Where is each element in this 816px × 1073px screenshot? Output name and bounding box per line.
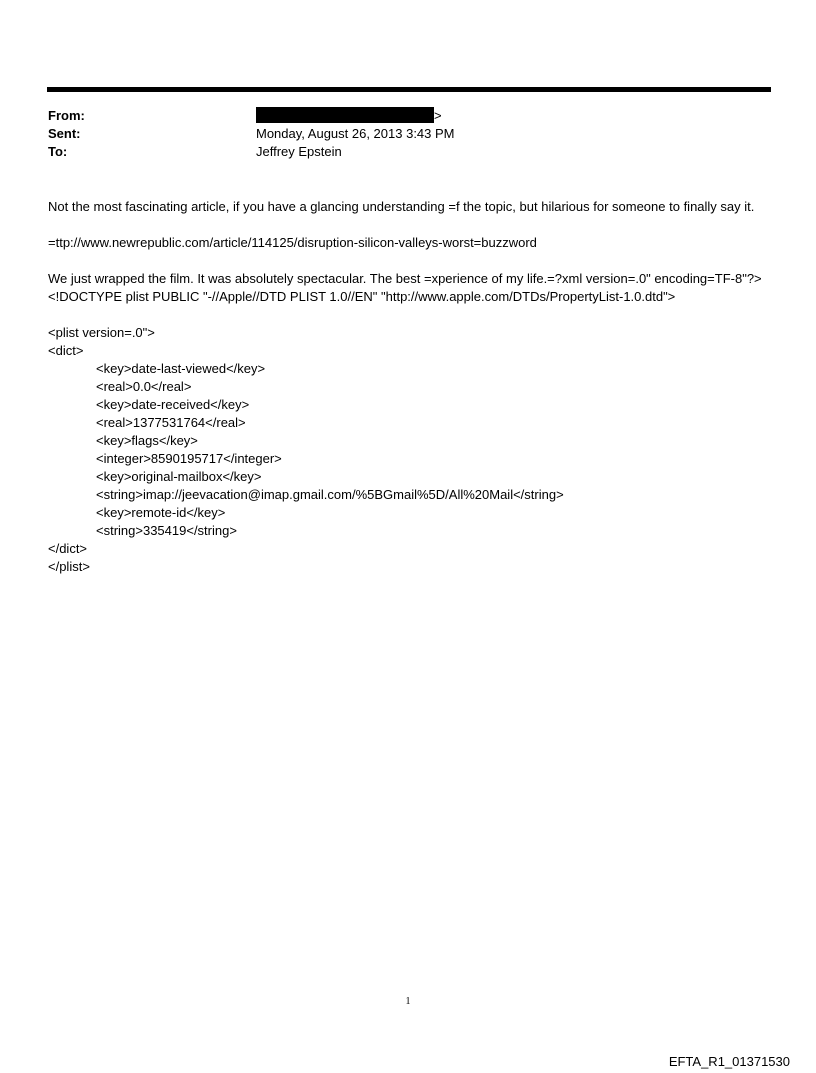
page-number: 1 (405, 996, 411, 1007)
xml-line: </dict> (48, 541, 88, 556)
from-value (256, 107, 442, 125)
sent-value: Monday, August 26, 2013 3:43 PM (256, 126, 455, 141)
bates-number: EFTA_R1_01371530 (668, 1054, 790, 1069)
body-paragraph-film: We just wrapped the film. It was absolutely spectacular. The best =xperience of my life.=?xml version=.0" encoding=TF-8"?> <!DOCTYPE plist PUBLIC "-//Apple//DTD PLIST 1.0//EN" "http://www.apple.com/DTDs/PropertyList-1.0.dtd"> (48, 271, 762, 304)
xml-line: <key>remote-id</key> (96, 505, 226, 520)
xml-line: <key>original-mailbox</key> (96, 469, 262, 484)
to-label: To: (48, 144, 68, 159)
xml-line: <plist version=.0"> (48, 325, 155, 340)
article-link: =ttp://www.newrepublic.com/article/114125/disruption-silicon-valleys-worst=buzzword (48, 235, 537, 250)
header-divider (47, 87, 771, 92)
from-label: From: (48, 108, 85, 123)
email-body (48, 198, 773, 576)
to-value: Jeffrey Epstein (256, 144, 342, 159)
xml-line: <string>imap://jeevacation@imap.gmail.com/%5BGmail%5D/All%20Mail</string> (96, 487, 564, 502)
xml-line: <key>date-last-viewed</key> (96, 361, 266, 376)
sent-label: Sent: (48, 126, 81, 141)
xml-line: <real>0.0</real> (96, 379, 192, 394)
xml-line: <key>date-received</key> (96, 397, 250, 412)
xml-line: </plist> (48, 559, 90, 574)
xml-line: <string>335419</string> (96, 523, 237, 538)
xml-line: <real>1377531764</real> (96, 415, 246, 430)
xml-line: <key>flags</key> (96, 433, 198, 448)
from-suffix: > (434, 108, 442, 123)
body-paragraph-intro: Not the most fascinating article, if you have a glancing understanding =f the topic, but hilarious for someone to finally say it. (48, 199, 755, 214)
xml-line: <integer>8590195717</integer> (96, 451, 282, 466)
redaction-block (256, 107, 434, 123)
xml-plist-block (48, 324, 773, 576)
xml-line: <dict> (48, 343, 84, 358)
